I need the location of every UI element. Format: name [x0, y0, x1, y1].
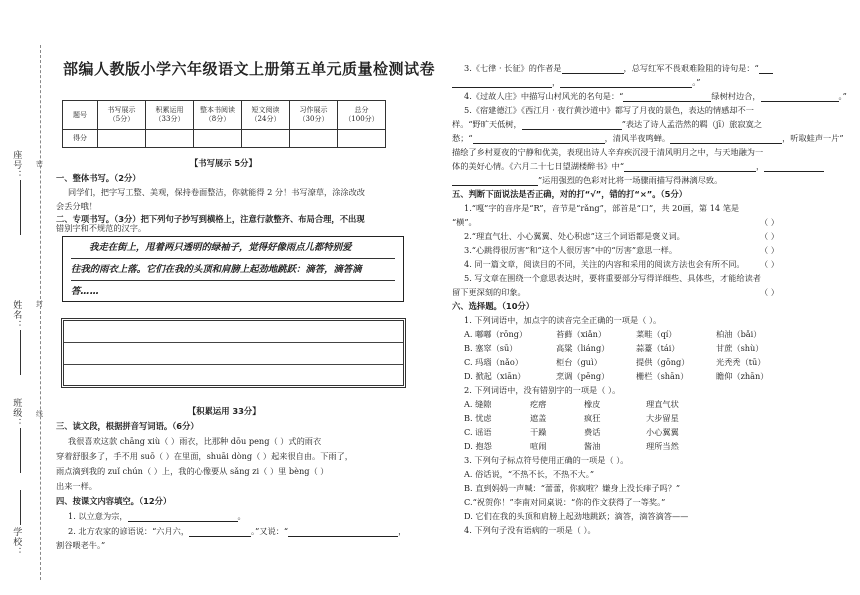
blank-field[interactable]: [623, 91, 711, 102]
copy-line: 答……: [71, 286, 100, 297]
question-5-2: 2.“理直气壮、小心翼翼、处心积虑”这三个词语都是褒义词。: [464, 231, 685, 241]
name-field[interactable]: [20, 330, 21, 375]
option-cell[interactable]: D. 抱怨: [464, 441, 492, 451]
blank-field[interactable]: [764, 161, 824, 172]
option-cell: 光秃秃（tū）: [716, 357, 766, 367]
question-6-4: 4. 下列句子没有语病的一项是（ ）。: [464, 525, 596, 535]
question-5-5-cont: 留下更深刻的印象。: [452, 287, 526, 297]
option-cell: 菜畦（qí）: [636, 329, 677, 339]
score-row-label: 得分: [63, 130, 98, 148]
q-text: 样。“野旷天低树，: [452, 119, 522, 129]
option-cell[interactable]: B. 塞窣（sū）: [464, 343, 518, 353]
score-table: [62, 100, 386, 148]
option-cell: 甘蔗（shù）: [716, 343, 764, 353]
option-cell: 疯狂: [584, 413, 601, 423]
question-4-5: 5.《宿建德江》《西江月 · 夜行黄沙道中》都写了月夜的景色，表达的情感却不一: [464, 105, 754, 115]
blank-field[interactable]: [560, 77, 692, 88]
option-cell: 提供（gōng）: [636, 357, 690, 367]
question-4-2-cont: 割谷喂老牛。”: [56, 540, 106, 550]
option-cell: 小心翼翼: [646, 427, 679, 437]
class-label: 班级：: [11, 398, 22, 428]
question-4-5-line: 描绘了乡村夏夜的宁静和优美，表现出诗人辛弃疾沉浸于清风明月之中，与天地融为一: [452, 147, 764, 157]
option-cell: 酱油: [584, 441, 601, 451]
question-5-3: 3.“心跳得很厉害”和“这个人很厉害”中的“厉害”意思一样。: [464, 245, 678, 255]
writing-grid[interactable]: [61, 318, 406, 388]
copy-line: 往我的雨衣上落。它们在我的头顶和肩膀上起劲地跳跃：滴答，滴答滴: [71, 259, 395, 281]
score-cell[interactable]: [338, 130, 386, 148]
score-header-cell: 题号: [63, 101, 98, 130]
question-3-line: 穿着舒服多了，手不用 suō（ ）在里面，shuāi dòng（ ）起来很自由。下雨了，: [56, 451, 353, 461]
question-4-3-cont: [452, 77, 700, 88]
question-4-5-line: [452, 119, 762, 130]
score-cell[interactable]: [242, 130, 290, 148]
question-4-5-line: [452, 175, 722, 186]
option-cell: 高粱（liáng）: [556, 343, 610, 353]
q-text: 体的美好心情。《六月二十七日望湖楼醉书》中“: [452, 161, 625, 171]
question-5-4: 4. 同一篇文章，阅读目的不同，关注的内容和采用的阅读方法也会有所不同。: [464, 259, 745, 269]
blank-field[interactable]: [670, 133, 782, 144]
option-cell[interactable]: C. 玛瑙（nǎo）: [464, 357, 524, 367]
writing-line[interactable]: [64, 365, 403, 386]
writing-line[interactable]: [64, 321, 403, 343]
question-3-line: 出来一样。: [56, 481, 97, 491]
answer-paren[interactable]: （ ）: [760, 231, 779, 241]
school-field[interactable]: [20, 490, 21, 525]
question-4-2-text: 2. 北方农家的谚语说：“六月六，: [68, 526, 190, 536]
punct: ，: [398, 526, 407, 536]
option-cell: 烹调（pēng）: [556, 371, 610, 381]
question-4-4: [464, 91, 847, 102]
seat-number-label: 座号：: [11, 150, 22, 180]
copy-line: 我走在街上，甩着两只透明的绿袖子，觉得好像雨点儿都特别爱: [71, 237, 395, 259]
blank-field[interactable]: [473, 133, 605, 144]
option-cell: 瞻仰（zhān）: [716, 371, 769, 381]
score-cell[interactable]: [98, 130, 146, 148]
q-text: ”表达了诗人孟浩然的羁（jī）旅寂寞之: [621, 119, 763, 129]
option-cell: 蒜薹（tái）: [636, 343, 680, 353]
question-1-text: 同学们，把字写工整、美观，保持卷面整洁，你就能得 2 分！书写潦草，涂涂改改: [68, 187, 365, 197]
question-6-2: 2. 下列词语中，没有错别字的一项是（ ）。: [464, 385, 621, 395]
answer-paren[interactable]: （ ）: [760, 217, 779, 227]
q-text: ，听取蛙声一片”: [782, 133, 844, 143]
q-text: ”运用强烈的色彩对比将一场骤雨描写得淋漓尽致。: [538, 175, 723, 185]
option-cell: 柜台（guì）: [556, 357, 602, 367]
writing-line[interactable]: [64, 343, 403, 365]
punct: 。”: [838, 91, 847, 101]
question-4-2: [68, 526, 406, 537]
blank-field[interactable]: [288, 526, 398, 537]
answer-paren[interactable]: （ ）: [760, 287, 779, 297]
score-header-cell: 总分 （100分）: [338, 101, 386, 130]
blank-field[interactable]: [624, 161, 756, 172]
score-header-cell: 积累运用 （33分）: [146, 101, 194, 130]
option-line[interactable]: A. 俗话说，“不热不长，不热不大。”: [464, 469, 595, 479]
option-cell[interactable]: D. 掀起（xiān）: [464, 371, 526, 381]
option-cell: 栅栏（shān）: [636, 371, 689, 381]
q-text: 绿树村边合，: [711, 91, 761, 101]
option-cell[interactable]: C. 谣语: [464, 427, 492, 437]
option-cell[interactable]: A. 嘟嘟（rōng）: [464, 329, 528, 339]
page-title: 部编人教版小学六年级语文上册第五单元质量检测试卷: [63, 60, 436, 78]
question-6-heading: 六、选择题。（10分）: [452, 301, 535, 311]
copy-text-box: [62, 236, 404, 302]
score-header-cell: 习作展示 （30分）: [290, 101, 338, 130]
blank-field[interactable]: [128, 511, 238, 522]
blank-field[interactable]: [562, 63, 624, 74]
option-cell[interactable]: A. 缝隙: [464, 399, 492, 409]
option-cell: 理所当然: [646, 441, 679, 451]
q-text: 愁；“: [452, 133, 473, 143]
blank-field[interactable]: [761, 91, 839, 102]
q-text: 3.《七律 · 长征》的作者是: [464, 63, 562, 73]
option-line[interactable]: C.“祝贺你！”李南对同桌说：“你的作文获得了一等奖。”: [464, 497, 666, 507]
answer-paren[interactable]: （ ）: [760, 259, 779, 269]
school-label: 学校：: [11, 527, 22, 557]
punct: 。: [237, 511, 246, 521]
question-3-line: 雨点滴到我的 zuǐ chún（ ）上，我的心像要从 sǎng zi（ ）里 bèng（ ）: [56, 466, 329, 476]
option-cell: 干躁: [530, 427, 547, 437]
binding-mark-feng: 封: [36, 300, 43, 308]
option-cell: 理直气状: [646, 399, 679, 409]
blank-field[interactable]: [522, 119, 622, 130]
question-6-3: 3. 下列句子标点符号使用正确的一项是（ ）。: [464, 455, 629, 465]
score-header-cell: 书写展示 （5分）: [98, 101, 146, 130]
option-cell: 疙瘩: [530, 399, 547, 409]
class-field[interactable]: [20, 428, 21, 473]
blank-field[interactable]: [189, 526, 251, 537]
name-label: 姓名：: [11, 300, 22, 330]
option-cell: 苔藓（xiǎn）: [556, 329, 607, 339]
q-text: ，总写红军不畏艰难险阻的诗句是：“: [623, 63, 759, 73]
question-2-title: 二、专项书写。（3分）把下列句子抄写到横格上，注意行款整齐、布局合理，不出现: [56, 214, 365, 224]
punct: ，: [756, 161, 765, 171]
option-line[interactable]: B. 直到妈妈一声喊：“蕾蕾，你疯啦？嫌身上没长痱子吗？”: [464, 483, 681, 493]
question-4-heading: 四、按课文内容填空。（12分）: [56, 496, 172, 506]
question-4-3: [464, 63, 773, 74]
question-3-heading: 三、读文段，根据拼音写词语。（6分）: [56, 421, 199, 431]
option-cell: 费话: [584, 427, 601, 437]
option-cell[interactable]: B. 忧虑: [464, 413, 492, 423]
score-cell[interactable]: [194, 130, 242, 148]
question-4-1: [68, 511, 246, 522]
question-4-5-line: [452, 133, 844, 144]
question-5-heading: 五、判断下面说法是否正确，对的打“√”，错的打“×”。（5分）: [452, 189, 688, 199]
binding-dashed-line: [40, 45, 41, 580]
question-1-text-cont: 会丢分哦！: [56, 201, 97, 211]
option-cell: 柏油（bǎi）: [716, 329, 762, 339]
question-3-line: 我很喜欢这款 chāng xiù（ ）雨衣，比那种 dōu peng（ ）式的雨衣: [68, 436, 322, 446]
option-cell: 喧闹: [530, 441, 547, 451]
question-4-2-text: 。”又说：“: [251, 526, 289, 536]
question-5-1: 1.“嘎”字的音序是“R”，音节是“rǎng”，部首是“口”，共 20画，第 14 笔是: [464, 203, 740, 213]
option-cell: 大步留星: [646, 413, 679, 423]
score-cell[interactable]: [290, 130, 338, 148]
blank-field[interactable]: [452, 175, 538, 186]
score-header-cell: 短文阅读 （24分）: [242, 101, 290, 130]
q-text: ，清风半夜鸣蝉。: [604, 133, 671, 143]
answer-paren[interactable]: （ ）: [760, 245, 779, 255]
option-cell: 橡皮: [584, 399, 601, 409]
blank-field[interactable]: [759, 63, 773, 74]
question-4-5-line: [452, 161, 824, 172]
q-text: 4.《过故人庄》中描写山村风光的名句是：“: [464, 91, 624, 101]
binding-mark-xian: 线: [36, 410, 43, 418]
question-2-text-cont: 错别字和不规范的汉字。: [56, 223, 147, 233]
blank-field[interactable]: [452, 77, 552, 88]
punct: 。”: [692, 77, 701, 87]
seat-number-field[interactable]: [20, 180, 21, 235]
question-1-heading: 一、整体书写。（2分）: [56, 173, 141, 183]
question-5-5: 5. 写文章在围绕一个意思表达时，要将重要部分写得详细些、具体些，才能给读者: [464, 273, 761, 283]
section-title-writing: 【书写展示 5分】: [190, 158, 257, 168]
section-title-accumulation: 【积累运用 33分】: [188, 406, 261, 416]
score-header-cell: 整本书阅读 （8分）: [194, 101, 242, 130]
question-6-1: 1. 下列词语中，加点字的读音完全正确的一项是（ ）。: [464, 315, 662, 325]
score-cell[interactable]: [146, 130, 194, 148]
punct: ，: [552, 77, 561, 87]
question-4-1-text: 1. 以立意为宗，: [68, 511, 128, 521]
option-cell: 遮盖: [530, 413, 547, 423]
option-line[interactable]: D. 它们在我的头顶和肩膀上起劲地跳跃；滴答，滴答滴答——: [464, 511, 689, 521]
binding-mark-mi: 密: [36, 160, 43, 168]
question-5-1-cont: “横”。: [452, 217, 477, 227]
